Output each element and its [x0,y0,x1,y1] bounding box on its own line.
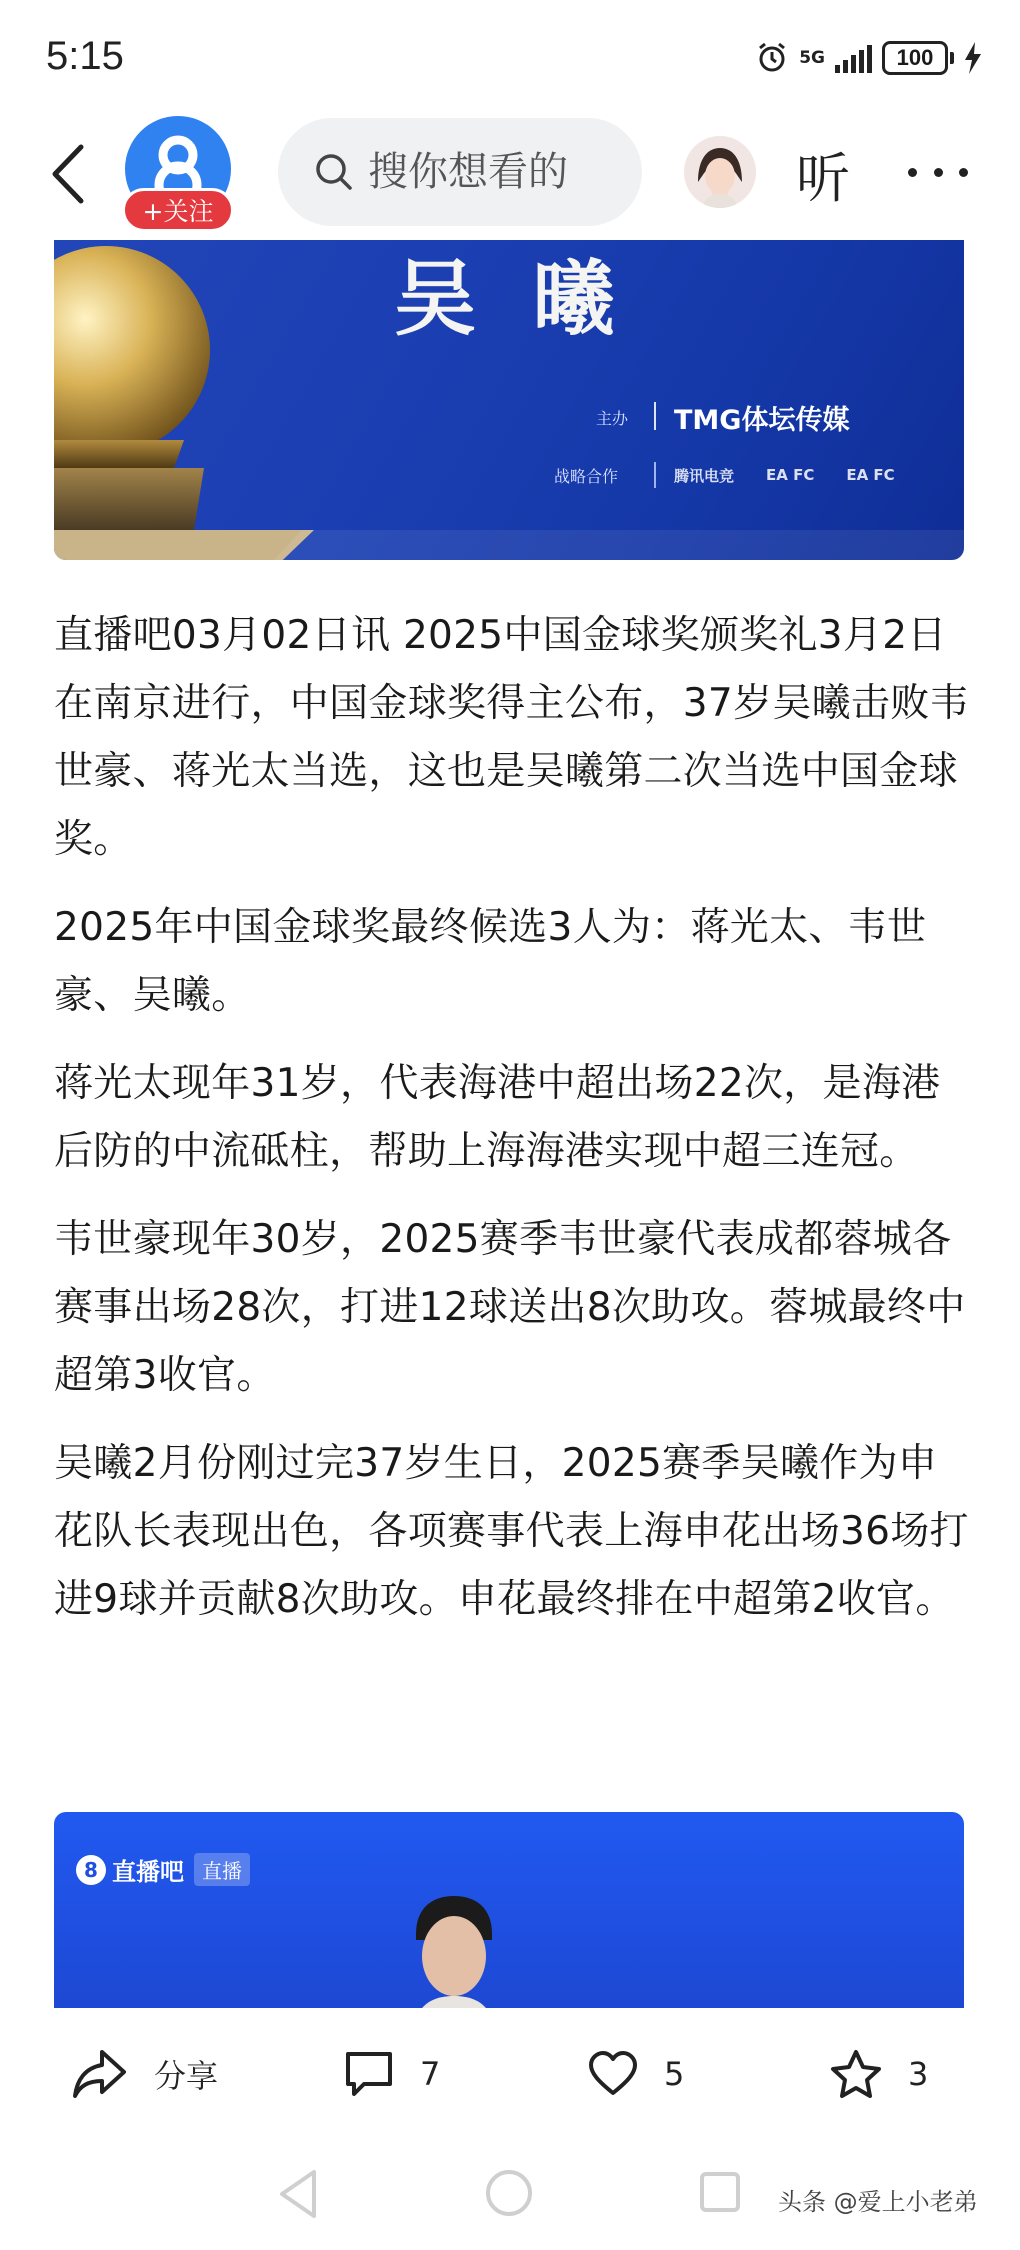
battery-icon [882,41,954,75]
account-avatar[interactable] [122,116,234,230]
star-icon [830,2049,882,2099]
network-label: 5G [799,48,825,68]
top-nav [0,112,1020,237]
article-paragraph: 2025年中国金球奖最终候选3人为：蒋光太、韦世豪、吴曦。 [54,905,927,1018]
logo-text: 直播吧 [112,1858,184,1886]
live-tag: 直播 [194,1853,250,1886]
status-icons [755,38,982,78]
article-photo[interactable] [54,1812,964,2008]
nav-back-icon[interactable] [276,2168,320,2220]
back-button[interactable] [42,140,92,208]
more-options-button[interactable] [908,152,968,192]
partner-logo: EA FC [766,466,815,484]
share-icon [72,2048,128,2100]
listen-button[interactable]: 听 [796,147,850,210]
article-paragraph: 韦世豪现年30岁，2025赛季韦世豪代表成都蓉城各赛事出场28次，打进12球送出8次助攻。蓉城最终中超第3收官。 [54,1217,966,1398]
article-body [54,602,974,1654]
partner-label: 战略合作 [554,467,619,486]
comment-icon [344,2050,394,2098]
follow-button[interactable]: +关注 [122,188,234,232]
partner-logo: EA FC [846,466,895,484]
host-name: TMG体坛传媒 [674,405,850,436]
favorite-count: 3 [908,2055,929,2093]
golden-ball-trophy-icon [54,240,224,540]
user-avatar[interactable] [684,136,756,208]
banner-name-text: 吴 曦 [394,251,629,347]
article-banner-image [54,240,964,560]
signal-icon [835,43,872,73]
charging-icon [964,42,982,74]
watermark-logo [76,1852,250,1887]
article-paragraph: 直播吧03月02日讯 2025中国金球奖颁奖礼3月2日在南京进行，中国金球奖得主公布，37岁吴曦击败韦世豪、蒋光太当选，这也是吴曦第二次当选中国金球奖。 [54,613,969,862]
status-time: 5:15 [46,34,124,78]
system-nav-bar [0,2144,1020,2250]
favorite-button[interactable] [830,2046,928,2102]
chevron-left-icon [49,143,85,205]
action-bar [0,2008,1020,2144]
zhibo8-logo-icon: 8 [76,1855,106,1885]
like-button[interactable] [588,2046,684,2102]
host-label: 主办 [596,409,629,428]
search-bar[interactable] [278,118,642,226]
comment-count: 7 [420,2055,441,2093]
partner-logo: 腾讯电竞 [674,466,735,485]
heart-icon [588,2051,638,2097]
like-count: 5 [664,2055,685,2093]
search-input[interactable] [368,149,598,195]
share-label: 分享 [154,2057,219,2095]
share-button[interactable] [72,2046,218,2102]
nav-home-icon[interactable] [486,2170,532,2216]
status-bar [0,0,1020,120]
source-watermark: 头条 @爱上小老弟 [778,2188,978,2216]
article-paragraph: 吴曦2月份刚过完37岁生日，2025赛季吴曦作为申花队长表现出色，各项赛事代表上海申花出场36场打进9球并贡献8次助攻。申花最终排在中超第2收官。 [54,1441,969,1622]
search-icon [314,152,354,192]
nav-recent-apps-icon[interactable] [700,2172,740,2212]
battery-level: 100 [882,41,948,75]
person-figure [394,1894,514,2008]
alarm-icon [755,41,789,75]
article-paragraph: 蒋光太现年31岁，代表海港中超出场22次，是海港后防的中流砥柱，帮助上海海港实现中超三连冠。 [54,1061,941,1174]
partner-logos [666,460,903,490]
comment-button[interactable] [344,2046,440,2102]
